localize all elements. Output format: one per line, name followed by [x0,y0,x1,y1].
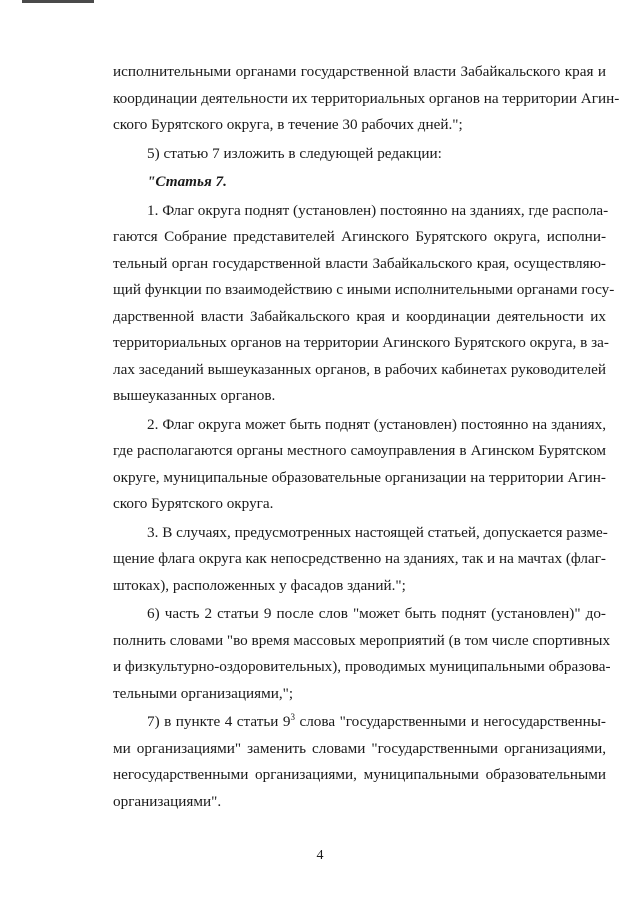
text-line: 3. В случаях, предусмотренных настоящей статьей, допускается разме- [147,523,608,541]
article-7-heading [113,169,606,196]
text-line: щение флага округа как непосредственно на зданиях, так и на мачтах (флаг- [113,550,606,567]
text-line: дарственной власти Забайкальского края и координации деятельности их [113,307,606,325]
text-line: гаются Собрание представителей Агинского Бурятского округа, исполни- [113,228,606,245]
text-line: негосударственными организациями, муниципальными образовательными [113,766,606,783]
text-line: лах заседаний вышеуказанных органов, в рабочих кабинетах руководителей [113,360,606,378]
text-line: организациями". [113,792,222,810]
text-fragment: 7) в пункте 4 статьи 9 [147,713,291,730]
text-fragment: слова "государственными и негосударственны- [294,713,606,730]
text-line: исполнительными органами государственной власти Забайкальского края и [113,63,606,80]
article-7-part-3 [113,520,606,600]
text-line: 2. Флаг округа может быть поднят (установлен) постоянно на зданиях, [147,415,606,433]
page-number: 4 [316,848,324,863]
text-line: ми организациями" заменить словами "государственными организациями, [113,739,606,757]
text-line: территориальных органов на территории Агинского Бурятского округа, в за- [113,334,609,351]
superscript-number: 3 [290,711,295,722]
heading-line: "Статья 7. [147,173,227,190]
article-7-part-1 [113,198,615,410]
text-line: и физкультурно-оздоровительных), проводимых муниципальными образова- [113,658,611,675]
text-line: координации деятельности их территориальных органов на территории Агин- [113,89,620,107]
text-line: штоках), расположенных у фасадов зданий."; [113,576,406,594]
item-6 [113,601,611,707]
item-7 [113,709,606,815]
text-line: полнить словами "во время массовых мероприятий (в том числе спортивных [113,631,611,649]
text-line: ского Бурятского округа. [113,495,274,512]
text-line: 1. Флаг округа поднят (установлен) постоянно на зданиях, где распола- [147,201,609,219]
text-line: 6) часть 2 статьи 9 после слов "может быть поднят (установлен)" до- [147,605,606,622]
corner-mark [22,0,94,3]
text-line: щий функции по взаимодействию с иными исполнительными органами госу- [113,281,615,298]
text-line: тельными организациями,"; [113,684,294,702]
text-line: ского Бурятского округа, в течение 30 рабочих дней."; [113,116,463,133]
text-line: где располагаются органы местного самоуправления в Агинском Бурятском [113,442,606,459]
text-line: вышеуказанных органов. [113,387,276,404]
text-line: округе, муниципальные образовательные организации на территории Агин- [113,468,606,486]
text-line-with-superscript [113,709,606,736]
text-line: тельный орган государственной власти Забайкальского края, осуществляю- [113,254,606,272]
text-line: 5) статью 7 изложить в следующей редакции: [147,144,442,162]
paragraph-continuation [113,59,620,139]
item-5 [113,141,606,168]
article-7-part-2 [113,412,606,518]
document-page [113,59,620,817]
